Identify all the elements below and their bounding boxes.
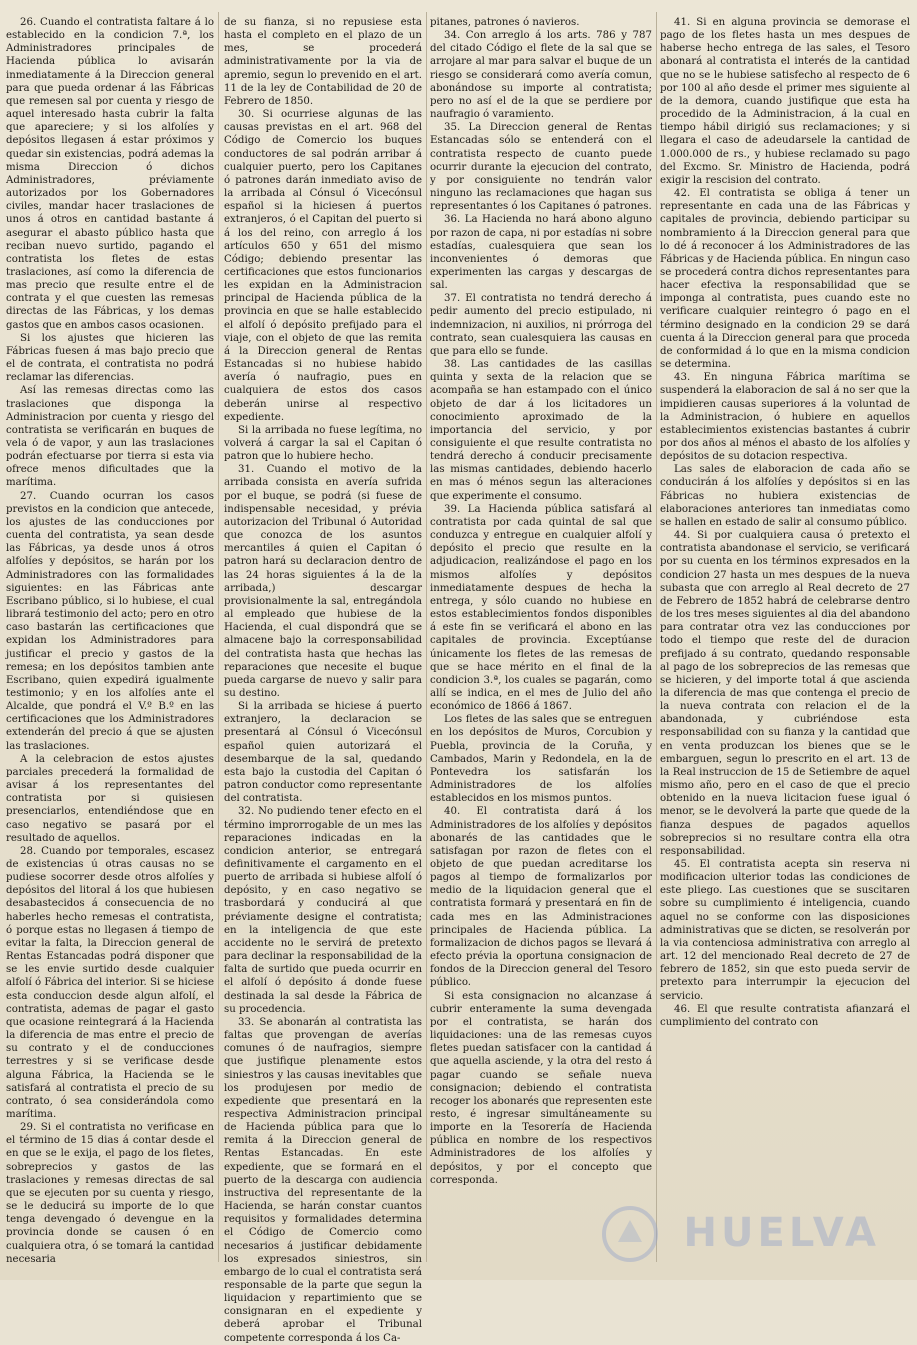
paragraph: 42. El contratista se obliga á tener un representante en cada una de las Fábricas y capitales de provincia, debiendo participar su nombramiento á la Direccion general para que lo dé á reconocer á los Administradores de las Fábricas y de Hacienda pública. En ningun caso se procederá contra dichos representantes para hacer efectiva la responsabilidad que se imponga al contratista, pues cuando este no verificare cualquier reintegro ó pago en el término designado en la condicion 29 se dará cuenta á la Direccion general para que proceda de conformidad á lo que en la misma condicion se determina. [660,188,910,371]
paragraph: 26. Cuando el contratista faltare á lo establecido en la condicion 7.ª, los Administradores principales de Hacienda pública lo avisarán inmediatamente á la Direccion general para que pueda ordenar á las Fábricas que remesen sal por cuenta y riesgo de aquel interesado hasta cubrir la falta que apareciere; y si los alfolíes y depósitos llegasen á estar próximos y quedar sin existencias, podrá ademas la misma Direccion ó dichos Administradores, préviamente autorizados por los Gobernadores civiles, mandar hacer traslaciones de unos á otros en cantidad bastante á asegurar el abasto público hasta que reciban nuevo surtido, pagando el contratista los fletes de estas traslaciones, así como la diferencia de mas precio que resulte entre el de contrata y el que cuesten las remesas directas de las Fábricas, y los demas gastos que en ambos casos ocasionen. [6,17,214,331]
paragraph: 35. La Direccion general de Rentas Estancadas sólo se entenderá con el contratista respecto de cuanto puede ocurrir durante la ejecucion del contrato, y por consiguiente no tendrán valor ninguno las reclamaciones que hagan sus representantes ó los Capitanes ó patrones. [430,122,652,213]
paragraph: de su fianza, si no repusiese esta hasta el completo en el plazo de un mes, se procederá administrativamente por la via de apremio, segun lo prevenido en el art. 11 de la ley de Contabilidad de 20 de Febrero de 1850. [224,17,422,107]
paragraph: pitanes, patrones ó navieros. [430,17,580,28]
paragraph: 37. El contratista no tendrá derecho á pedir aumento del precio estipulado, ni indemnizacion, ni auxilios, ni prórroga del contrato, sean cualesquiera las causas en que para ello se funde. [430,293,652,357]
paragraph: Las sales de elaboracion de cada año se conducirán á los alfolíes y depósitos si en las Fábricas no hubiera existencias de elaboraciones anteriores tan inmediatas como se hallen en estado de salir al consumo público. [660,464,910,528]
paragraph: 31. Cuando el motivo de la arribada consista en avería sufrida por el buque, se podrá (si fuese de indispensable necesidad, y prévia autorizacion del Tribunal ó Autoridad que conozca de los asuntos mercantiles á quien el Capitan ó patron hará su declaracion dentro de las 24 horas siguientes á la de la arribada,) descargar provisionalmente la sal, entregándola al empleado que hubiese de la Hacienda, el cual dispondrá que se almacene bajo la corresponsabilidad del contratista hasta que hechas las reparaciones que necesite el buque pueda cargarse de nuevo y salir para su destino. [224,464,422,699]
column-rule-1 [218,12,219,1262]
paragraph: 32. No pudiendo tener efecto en el término improrrogable de un mes las reparaciones indicadas en la condicion anterior, se entregará definitivamente el cargamento en el puerto de arribada si hubiese alfolí ó depósito, y en caso negativo se trasbordará y conducirá al que préviamente designe el contratista; en la inteligencia de que este accidente no le servirá de pretexto para declinar la responsabilidad de la falta de surtido que pueda ocurrir en el alfolí ó depósito á donde fuese destinada la sal desde la Fábrica de su procedencia. [224,806,422,1015]
paragraph: 43. En ninguna Fábrica marítima se suspenderá la elaboracion de sal á no ser que la impidieren causas superiores á la voluntad de la Administracion, ó hubiere en aquellos establecimientos existencias bastantes á cubrir por dos años al ménos el abasto de los alfolíes y depósitos de su dotacion respectiva. [660,372,910,463]
paragraph: 34. Con arreglo á los arts. 786 y 787 del citado Código el flete de la sal que se arrojare al mar para salvar el buque de un riesgo se considerará como avería comun, abonándose su importe al contratista; pero no así el de la que se perdiere por naufragio ó varamiento. [430,30,652,121]
paragraph: 39. La Hacienda pública satisfará al contratista por cada quintal de sal que conduzca y entregue en cualquier alfolí y depósito el precio que resulte en la adjudicacion, realizándose el pago en los mismos alfolíes y depósitos inmediatamente despues de hecha la entrega, y sólo cuando no hubiese en estos establecimientos fondos disponibles á este fin se verificará el abono en las capitales de provincia. Exceptúanse únicamente los fletes de las remesas de que se hace mérito en el final de la condicion 3.ª, los cuales se pagarán, como allí se indica, en el mes de Julio del año económico de 1866 á 1867. [430,503,652,713]
text-column-4 [660,16,910,1264]
paragraph: 27. Cuando ocurran los casos previstos en la condicion que antecede, los ajustes de las conducciones por cuenta del contratista, ya sean desde las Fábricas, ya desde unos á otros alfolíes y depósitos, se harán por los Administradores con las formalidades siguientes: en las Fábricas ante Escribano público, si lo hubiese, el cual librará testimonio del acto; pero en otro caso bastarán las certificaciones que expidan los Administradores para justificar el precio y gastos de la remesa; en los depósitos tambien ante Escribano, quien expedirá igualmente testimonio; y en los alfolíes ante el Alcalde, que pondrá el V.º B.º en las certificaciones que los Administradores extenderán del precio á que se ajusten las traslaciones. [6,490,214,752]
text-column-2 [224,16,422,1344]
column-rule-2 [426,12,427,1262]
paragraph: Los fletes de las sales que se entreguen en los depósitos de Muros, Corcubion y Puebla, provincia de la Coruña, y Cambados, Marin y Redondela, en la de Pontevedra los satisfarán los Administradores de los alfolíes establecidos en los mismos puntos. [430,714,652,805]
paragraph: Así las remesas directas como las traslaciones que disponga la Administracion por cuenta y riesgo del contratista se verificarán en buques de vela ó de vapor, y aun las traslaciones podrán efectuarse por tierra si esta via ofrece menos dificultades que la marítima. [6,385,214,489]
paragraph: 41. Si en alguna provincia se demorase el pago de los fletes hasta un mes despues de haberse hecho entrega de las sales, el Tesoro abonará al contratista el interés de la cantidad que no se le hubiese satisfecho al respecto de 6 por 100 al año desde el primer mes siguiente al de la demora, cuando justifique que esta ha procedido de la Administracion, á la cual en tiempo hábil dirigió sus reclamaciones; y si llegara el caso de adeudarsele la cantidad de 1.000.000 de rs., y hubiese reclamado su pago del Excmo. Sr. Ministro de Hacienda, podrá exigir la rescision del contrato. [660,17,910,186]
paragraph: 38. Las cantidades de las casillas quinta y sexta de la relacion que se acompaña se han estampado con el único objeto de dar á los licitadores un conocimiento aproximado de la importancia del servicio, y por consiguiente el que resulte contratista no tendrá derecho á conducir precisamente las mismas cantidades, debiendo hacerlo en mas ó ménos segun las alteraciones que experimente el consumo. [430,359,652,502]
text-column-3 [430,16,652,1264]
paragraph: 33. Se abonarán al contratista las faltas que provengan de averías comunes ó de naufragios, siempre que justifique plenamente estos siniestros y las causas inevitables que los produjesen por medio de expediente que presentará en la respectiva Administracion principal de Hacienda pública para que lo remita á la Direccion general de Rentas Estancadas. En este expediente, que se formará en el puerto de la descarga con audiencia instructiva del representante de la Hacienda, se harán constar cuantos requisitos y formalidades determina el Código de Comercio como necesarios á justificar debidamente los expresados siniestros, sin embargo de lo cual el contratista será responsable de la parte que segun la liquidacion y repartimiento que se consignaran en el expediente y deberá aprobar el Tribunal competente corresponda á los Ca- [224,1016,422,1344]
paragraph: 46. El que resulte contratista afianzará el cumplimiento del contrato con [660,1003,910,1028]
paragraph: 30. Si ocurriese algunas de las causas previstas en el art. 968 del Código de Comercio los buques conductores de sal podrán arribar á cualquier puerto, pero los Capitanes ó patrones darán inmediato aviso de la arribada al Cónsul ó Vicecónsul español si la hiciesen á puertos extranjeros, ó el Capitan del puerto si á los del reino, con arreglo á los artículos 650 y 651 del mismo Código; debiendo presentar las certificaciones que estos funcionarios les expidan en la Administracion principal de Hacienda pública de la provincia en que se halle establecido el alfolí ó depósito prefijado para el viaje, con el objeto de que las remita á la Direccion general de Rentas Estancadas si no hubiese habido avería ó naufragio, pues en cualquiera de estos dos casos deberán unirse al respectivo expediente. [224,109,422,423]
paragraph: Si los ajustes que hicieren las Fábricas fuesen á mas bajo precio que el de contrata, el contratista no podrá reclamar las diferencias. [6,332,214,384]
paragraph: 36. La Hacienda no hará abono alguno por razon de capa, ni por estadías ni sobre estadías, cualesquiera que sean los inconvenientes ó demoras que experimenten las cargas y descargas de sal. [430,214,652,292]
paragraph: Si la arribada no fuese legítima, no volverá á cargar la sal el Capitan ó patron que lo hubiere hecho. [224,424,422,463]
paragraph: 45. El contratista acepta sin reserva ni modificacion ulterior todas las condiciones de este pliego. Las cuestiones que se suscitaren sobre su cumplimiento é inteligencia, cuando aquel no se conforme con las disposiciones administrativas que se dicten, se resolverán por la via contenciosa administrativa con arreglo al art. 12 del mencionado Real decreto de 27 de febrero de 1852, sin que esto pueda servir de pretexto para interrumpir la ejecucion del servicio. [660,859,910,1002]
paragraph: 44. Si por cualquiera causa ó pretexto el contratista abandonase el servicio, se verificará por su cuenta en los términos expresados en la condicion 27 hasta un mes despues de la nueva subasta que con arreglo al Real decreto de 27 de Febrero de 1852 habrá de celebrarse dentro de los tres meses siguientes al dia del abandono para contratar otra vez las conducciones por todo el tiempo que reste del de duracion prefijado á su contrato, quedando responsable al pago de los sobreprecios de las remesas que se hicieren, y del importe total á que ascienda la diferencia de mas que contenga el precio de la nueva contrata con relacion el de la abandonada, y cubriéndose esta responsabilidad con su fianza y la cantidad que en venta produzcan los bienes que se le embarguen, segun lo prescrito en el art. 13 de la Real instruccion de 15 de Setiembre de aquel mismo año, pero en el caso de que el precio obtenido en la nueva licitacion fuese igual ó menor, se le devolverá la parte que quede de la fianza despues de pagados aquellos sobreprecios si no resultare contra ella otra responsabilidad. [660,530,910,857]
paragraph: 40. El contratista dará á los Administradores de los alfolíes y depósitos abonarés de las cantidades que le satisfagan por razon de fletes con el objeto de que puedan acreditarse los pagos al tiempo de formalizarlos por medio de la liquidacion general que el contratista formará y presentará en fin de cada mes en las Administraciones principales de Hacienda pública. La formalizacion de dichos pagos se llevará á efecto prévia la oportuna consignacion de fondos de la Direccion general del Tesoro público. [430,806,652,989]
paragraph: A la celebracion de estos ajustes parciales precederá la formalidad de avisar á los representantes del contratista por si quisiesen presenciarlos, entendiéndose que en caso negativo se pasará por el resultado de aquellos. [6,753,214,844]
paragraph: Si la arribada se hiciese á puerto extranjero, la declaracion se presentará al Cónsul ó Vicecónsul español quien autorizará el desembarque de la sal, quedando esta bajo la custodia del Capitan ó patron conductor como representante del contratista. [224,701,422,805]
paragraph: 28. Cuando por temporales, escasez de existencias ú otras causas no se pudiese socorrer desde otros alfolíes y depósitos del litoral á los que hubiesen desabastecidos á consecuencia de no haberles hecho remesas el contratista, ó porque estas no llegasen á tiempo de evitar la falta, la Direccion general de Rentas Estancadas podrá disponer que se les envie surtido desde cualquier alfolí ó Fábrica del interior. Si se hiciese esta conduccion desde algun alfolí, el contratista, ademas de pagar el gasto que ocasione reintegrará á la Hacienda la diferencia de mas entre el precio de su contrato y el de conducciones terrestres y si se verificase desde alguna Fábrica, la Hacienda se le satisfará al contratista el precio de su contrato, ó sea considerándola como marítima. [6,845,214,1120]
text-column-1 [6,16,214,1264]
watermark-text: HUELVA [683,1210,880,1256]
paragraph: 29. Si el contratista no verificase en el término de 15 dias á contar desde el en que se le exija, el pago de los fletes, sobreprecios y gastos de las traslaciones y remesas directas de sal que se ejecuten por su cuenta y riesgo, se le deducirá su importe de lo que tenga devengado ó devengue en la provincia donde se causen ó en cualquiera otra, ó se tomará la cantidad necesaria [6,1122,214,1265]
paragraph: Si esta consignacion no alcanzase á cubrir enteramente la suma devengada por el contratista, se harán dos liquidaciones: una de las remesas cuyos fletes puedan satisfacer con la cantidad á que aquella asciende, y la otra del resto á pagar cuando se señale nueva consignacion; debiendo el contratista recoger los abonarés que representen este resto, é ingresar simultáneamente su importe en la Tesorería de Hacienda pública en nombre de los respectivos Administradores de los alfolíes y depósitos, y por el concepto que corresponda. [430,990,652,1186]
column-rule-3 [656,12,657,1262]
